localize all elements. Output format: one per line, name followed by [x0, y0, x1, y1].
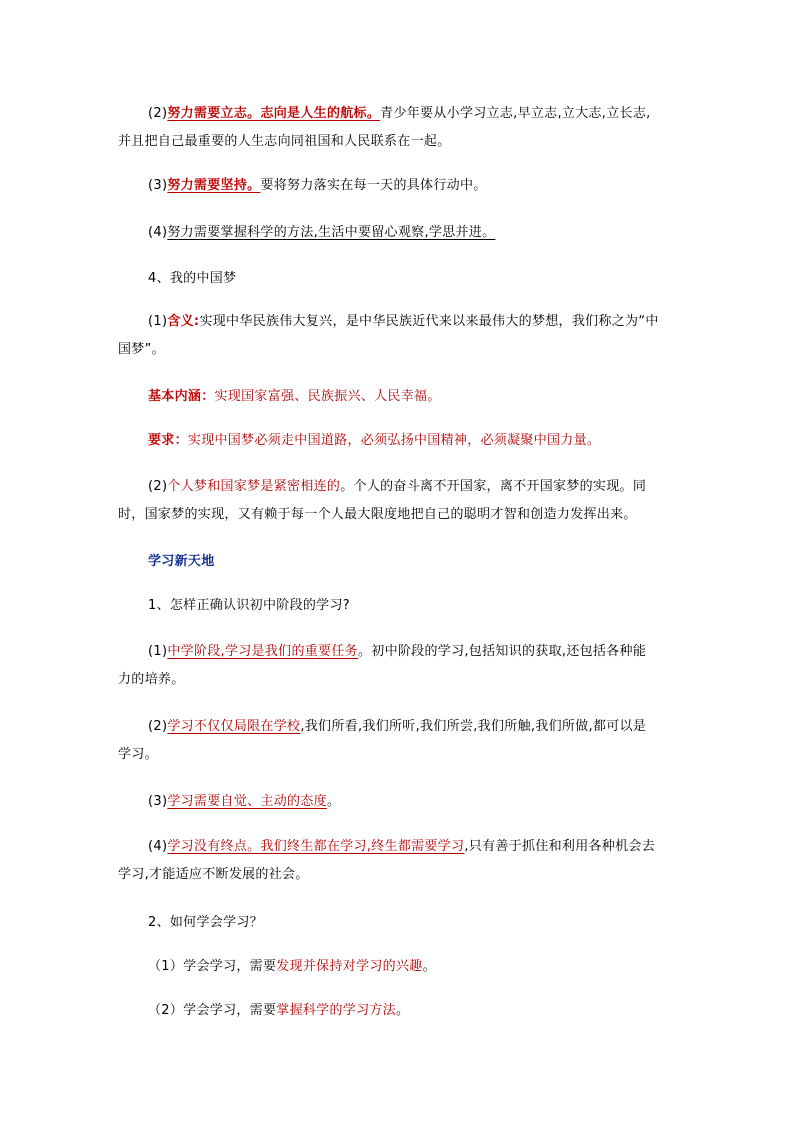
body-text: 时，国家梦的实现，又有赖于每一个人最大限度地把自己的聪明才智和创造力发挥出来。: [118, 507, 637, 522]
body-text: 。个人的奋斗离不开国家，离不开国家梦的实现。同: [340, 479, 647, 494]
paragraph-learning-interest: [118, 953, 708, 981]
key-phrase: 学习不仅仅局限在学校: [167, 719, 301, 734]
item-number: (2): [148, 106, 168, 121]
body-text: 。: [395, 1003, 410, 1018]
key-phrase: 发现并保持对学习的兴趣: [276, 959, 423, 974]
body-text: 实现中国梦必须走中国道路，必须弘扬中国精神，必须凝聚中国力量。: [187, 433, 601, 448]
body-text: 并且把自己最重要的人生志向同祖国和人民联系在一起。: [118, 134, 451, 149]
item-number: (4): [148, 839, 168, 854]
key-phrase: 个人梦和国家梦是紧密相连的: [167, 479, 341, 494]
body-text: 。初中阶段的学习,包括知识的获取,还包括各种能: [357, 644, 647, 659]
item-number: (1): [148, 644, 168, 659]
body-text: 。: [422, 959, 436, 974]
paragraph-personal-national-dream: [118, 473, 678, 529]
body-text: 学会学习，需要: [183, 1003, 277, 1018]
item-number: （1）: [148, 959, 184, 974]
body-text: 学会学习，需要: [183, 959, 277, 974]
paragraph-learning-method: [118, 997, 708, 1025]
body-text: 努力需要掌握科学的方法,生活中要留心观察,学思并进。: [167, 225, 496, 240]
key-phrase: 志向是人生的航标。: [260, 106, 381, 121]
paragraph-effort-ambition: [118, 100, 678, 156]
key-phrase: 学习没有终点。我们终生都在学习,终生都需要学习: [167, 839, 465, 854]
question-heading: 2、如何学会学习？: [148, 915, 263, 930]
body-text: 。: [326, 794, 341, 809]
key-phrase: 中学阶段,学习是我们的重要任务: [167, 644, 358, 659]
item-number: (2): [148, 719, 168, 734]
paragraph-requirements: [118, 427, 708, 455]
body-text: 国梦”。: [118, 342, 165, 357]
item-number: （2）: [148, 1003, 184, 1018]
section-heading: 4、我的中国梦: [148, 271, 237, 286]
body-text: ,只有善于抓住和利用各种机会去: [464, 839, 656, 854]
item-number: (2): [148, 479, 168, 494]
key-phrase: 努力需要立志。: [167, 106, 261, 121]
question-heading: 1、怎样正确认识初中阶段的学习?: [148, 598, 350, 613]
body-text: 实现中华民族伟大复兴，是中华民族近代来以来最伟大的梦想，我们称之为“中: [199, 314, 659, 329]
paragraph-basic-connotation: [118, 383, 708, 411]
key-phrase: 掌握科学的学习方法: [276, 1003, 396, 1018]
key-phrase: 学习需要自觉、主动的态度: [167, 794, 327, 809]
paragraph-lifelong-learning: [118, 833, 678, 889]
paragraph-chinese-dream-meaning: [118, 308, 678, 364]
body-text: 青少年要从小学习立志,早立志,立大志,立长志,: [380, 106, 651, 121]
paragraph-study-attitude: [118, 788, 708, 816]
body-text: 学习。: [118, 747, 158, 762]
paragraph-effort-persistence: [118, 172, 708, 200]
paragraph-study-main-task: [118, 638, 678, 694]
item-number: (3): [148, 178, 168, 193]
item-number: (1): [148, 314, 168, 329]
key-term: 要求：: [148, 433, 188, 448]
item-number: (3): [148, 794, 168, 809]
unit-title: 学习新天地: [148, 554, 215, 569]
key-phrase: 努力需要坚持。: [167, 178, 261, 193]
body-text: 实现国家富强、民族振兴、人民幸福。: [214, 389, 441, 404]
paragraph-effort-method: [118, 219, 708, 247]
body-text: 学习,才能适应不断发展的社会。: [118, 867, 309, 882]
body-text: 力的培养。: [118, 672, 185, 687]
body-text: 要将努力落实在每一天的具体行动中。: [260, 178, 487, 193]
key-term: 基本内涵：: [148, 389, 215, 404]
paragraph-study-beyond-school: [118, 713, 678, 769]
body-text: ,我们所看,我们所听,我们所尝,我们所触,我们所做,都可以是: [300, 719, 647, 734]
key-term: 含义:: [167, 314, 200, 329]
item-number: (4): [148, 225, 168, 240]
